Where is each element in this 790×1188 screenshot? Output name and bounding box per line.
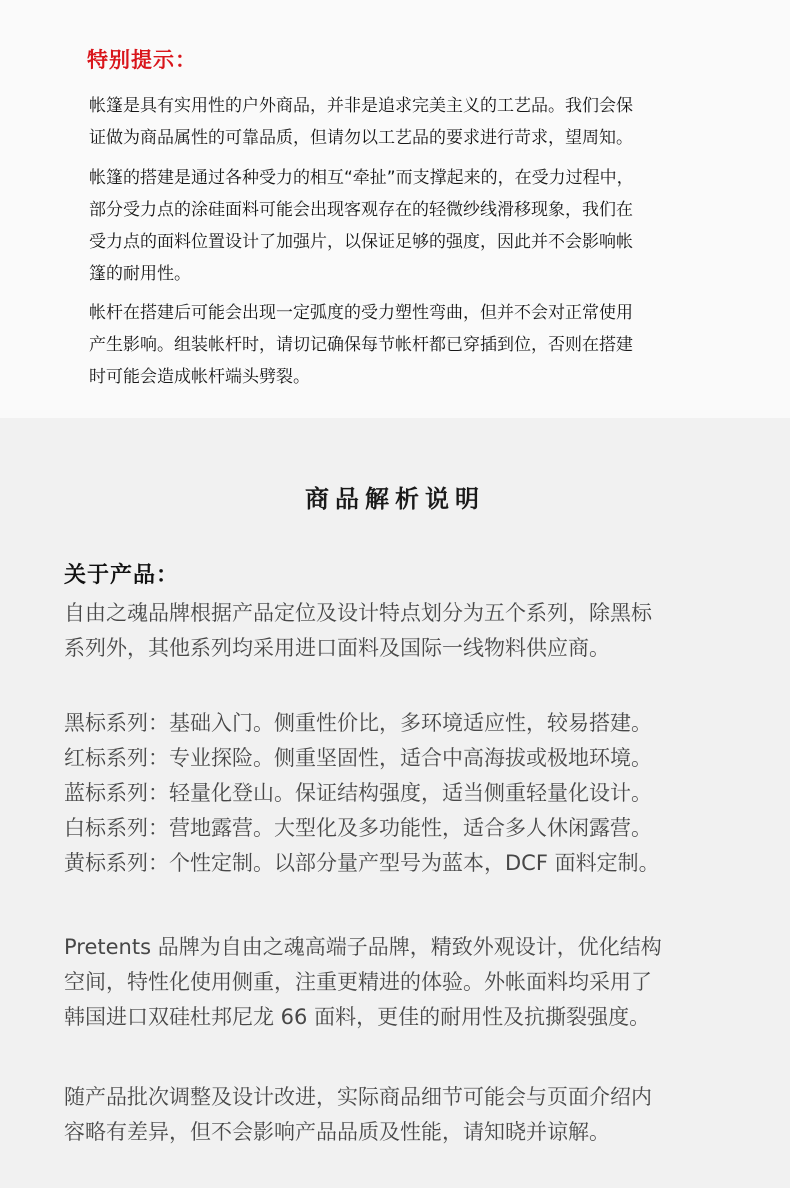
pretents-paragraph [64,930,724,1035]
notice-paragraph-poles [89,297,714,393]
disclaimer-paragraph [64,1080,724,1150]
disclaimer-line: 容略有差异，但不会影响产品品质及性能，请知晓并谅解。 [64,1120,610,1144]
series-item-blue: 蓝标系列：轻量化登山。保证结构强度，适当侧重轻量化设计。 [64,781,652,805]
notice-paragraph-tent-quality [89,90,714,154]
pretents-line: 韩国进口双硅杜邦尼龙 66 面料，更佳的耐用性及抗撕裂强度。 [64,1005,651,1029]
series-item-yellow: 黄标系列：个性定制。以部分量产型号为蓝本，DCF 面料定制。 [64,851,660,875]
about-product-heading: 关于产品： [64,563,180,588]
intro-line: 自由之魂品牌根据产品定位及设计特点划分为五个系列，除黑标 [64,601,652,625]
notice-line: 帐篷是具有实用性的户外商品，并非是追求完美主义的工艺品。我们会保 [89,96,633,116]
notice-title: 特别提示： [87,48,197,72]
special-notice-panel [0,0,790,418]
notice-line: 产生影响。组装帐杆时，请切记确保每节帐杆都已穿插到位，否则在搭建 [89,335,633,355]
series-list [64,706,724,881]
series-item-red: 红标系列：专业探险。侧重坚固性，适合中高海拔或极地环境。 [64,746,652,770]
pretents-line: 空间，特性化使用侧重，注重更精进的体验。外帐面料均采用了 [64,970,652,994]
notice-line: 时可能会造成帐杆端头劈裂。 [89,367,310,387]
series-item-black: 黑标系列：基础入门。侧重性价比，多环境适应性，较易搭建。 [64,711,652,735]
notice-line: 部分受力点的涂硅面料可能会出现客观存在的轻微纱线滑移现象，我们在 [89,200,633,220]
notice-line: 帐篷的搭建是通过各种受力的相互“牵扯”而支撑起来的，在受力过程中， [89,168,634,188]
pretents-line: Pretents 品牌为自由之魂高端子品牌，精致外观设计，优化结构 [64,935,662,959]
series-item-white: 白标系列：营地露营。大型化及多功能性，适合多人休闲露营。 [64,816,652,840]
section-title: 商品解析说明 [305,485,485,513]
product-intro [64,596,724,666]
notice-line: 篷的耐用性。 [89,264,191,284]
notice-line: 受力点的面料位置设计了加强片，以保证足够的强度，因此并不会影响帐 [89,232,633,252]
intro-line: 系列外，其他系列均采用进口面料及国际一线物料供应商。 [64,636,610,660]
notice-line: 帐杆在搭建后可能会出现一定弧度的受力塑性弯曲，但并不会对正常使用 [89,303,633,323]
notice-line: 证做为商品属性的可靠品质，但请勿以工艺品的要求进行苛求，望周知。 [89,128,633,148]
notice-paragraph-stress [89,162,714,290]
disclaimer-line: 随产品批次调整及设计改进，实际商品细节可能会与页面介绍内 [64,1085,652,1109]
